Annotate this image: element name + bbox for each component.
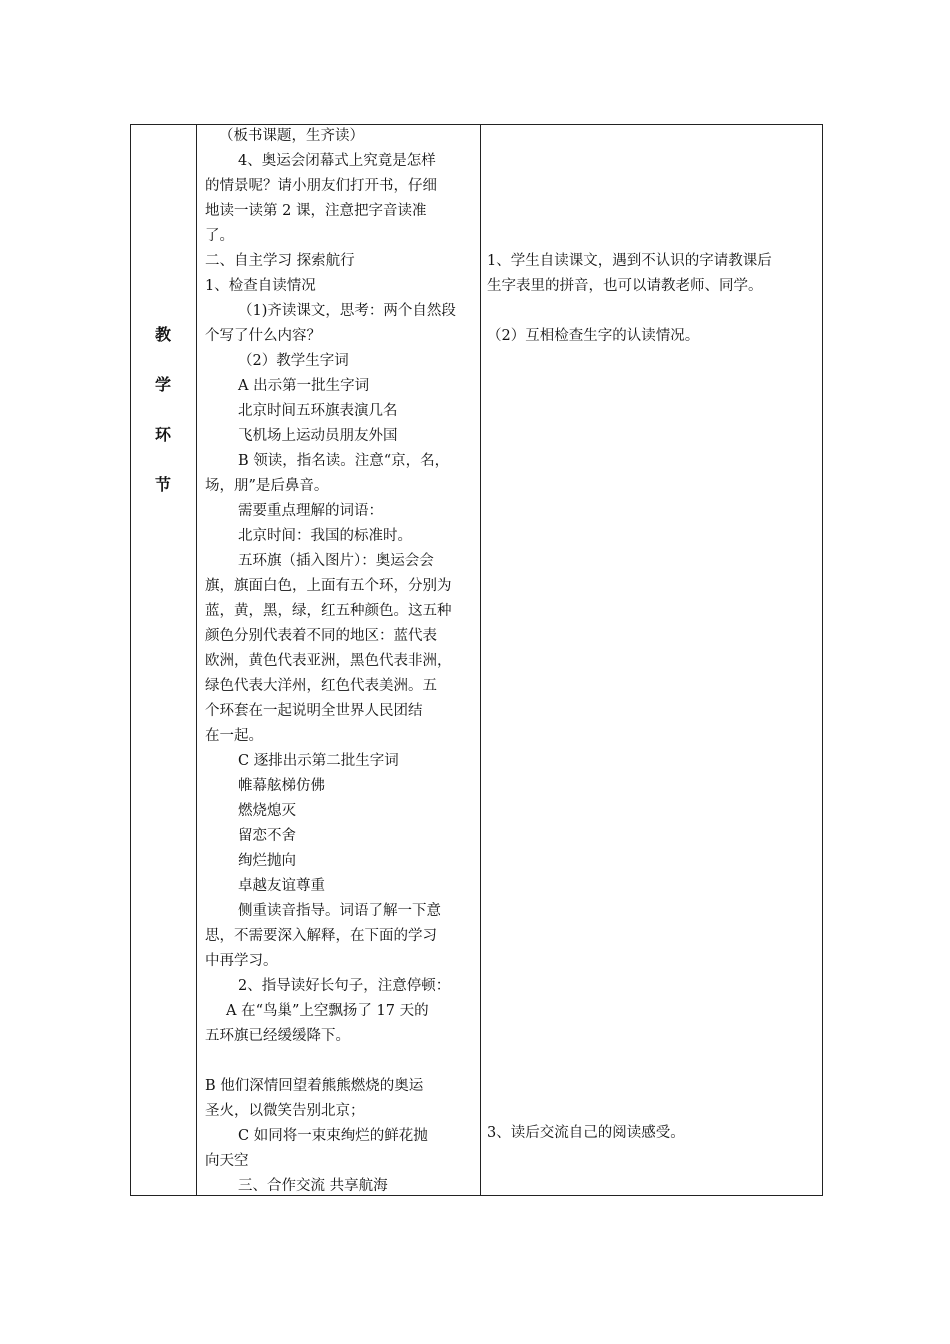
content-line: 圣火，以微笑告别北京； (205, 1103, 365, 1119)
content-line: 场，朋”是后鼻音。 (205, 478, 329, 494)
content-line (205, 1049, 475, 1074)
content-line: 卓越友谊尊重 (238, 878, 325, 894)
content-line: （1)齐读课文，思考：两个自然段 (238, 303, 456, 319)
content-line: 飞机场上运动员朋友外国 (238, 428, 398, 444)
content-line: 绿色代表大洋州，红色代表美洲。五 (205, 678, 437, 694)
content-line: （2）教学生字词 (238, 353, 349, 369)
content-line: 个写了什么内容？ (205, 328, 321, 344)
section-label (130, 318, 196, 518)
note-line: 1、学生自读课文，遇到不认识的字请教课后 (487, 253, 772, 269)
content-line: 需要重点理解的词语： (238, 503, 383, 519)
content-line: 欧洲，黄色代表亚洲，黑色代表非洲， (205, 653, 452, 669)
note-line: 3、读后交流自己的阅读感受。 (487, 1125, 685, 1141)
content-line: 1、检查自读情况 (205, 278, 316, 294)
content-line: 侧重读音指导。词语了解一下意 (238, 903, 441, 919)
content-line: 留恋不舍 (238, 828, 296, 844)
teacher-activity-text (205, 124, 475, 1199)
content-line: 的情景呢？请小朋友们打开书，仔细 (205, 178, 437, 194)
section-label-char: 教 (154, 325, 171, 344)
content-line: A 在“鸟巢”上空飘扬了 17 天的 (226, 1003, 429, 1019)
student-note-3 (487, 1121, 817, 1146)
student-note-2 (487, 324, 817, 349)
content-line: 蓝，黄，黑，绿，红五种颜色。这五种 (205, 603, 452, 619)
note-line: 生字表里的拼音，也可以请教老师、同学。 (487, 278, 763, 294)
content-line: 2、指导读好长句子，注意停顿： (238, 978, 451, 994)
section-label-char: 环 (154, 425, 171, 444)
section-label-cell (131, 125, 197, 1196)
content-line: 绚烂抛向 (238, 853, 296, 869)
content-line: 中再学习。 (205, 953, 278, 969)
content-line: 4、奥运会闭幕式上究竟是怎样 (238, 153, 436, 169)
content-line: C 逐排出示第二批生字词 (238, 753, 399, 769)
content-line: 三、合作交流 共享航海 (238, 1178, 388, 1194)
content-line: B 领读，指名读。注意“京，名， (238, 453, 450, 469)
content-line: B 他们深情回望着熊熊燃烧的奥运 (205, 1078, 424, 1094)
content-line: 北京时间：我国的标准时。 (238, 528, 412, 544)
content-line: 颜色分别代表着不同的地区：蓝代表 (205, 628, 437, 644)
content-line: 旗，旗面白色，上面有五个环，分别为 (205, 578, 452, 594)
student-note-1 (487, 249, 817, 299)
content-line: 燃烧熄灭 (238, 803, 296, 819)
content-line: 向天空 (205, 1153, 249, 1169)
content-line: 五环旗（插入图片）：奥运会会 (238, 553, 434, 569)
section-label-char: 学 (154, 375, 171, 394)
content-line: 思，不需要深入解释，在下面的学习 (205, 928, 437, 944)
content-line: 个环套在一起说明全世界人民团结 (205, 703, 423, 719)
note-line: （2）互相检查生字的认读情况。 (487, 328, 700, 344)
content-line: 五环旗已经缓缓降下。 (205, 1028, 350, 1044)
content-line: A 出示第一批生字词 (238, 378, 370, 394)
content-line: 帷幕舷梯仿佛 (238, 778, 325, 794)
content-line: （板书课题，生齐读） (219, 128, 364, 144)
content-line: 了。 (205, 228, 234, 244)
content-line: C 如同将一束束绚烂的鲜花抛 (238, 1128, 428, 1144)
content-line: 二、自主学习 探索航行 (205, 253, 355, 269)
section-label-char: 节 (154, 475, 171, 494)
content-line: 地读一读第 2 课，注意把字音读准 (205, 203, 427, 219)
content-line: 在一起。 (205, 728, 263, 744)
content-line: 北京时间五环旗表演几名 (238, 403, 398, 419)
